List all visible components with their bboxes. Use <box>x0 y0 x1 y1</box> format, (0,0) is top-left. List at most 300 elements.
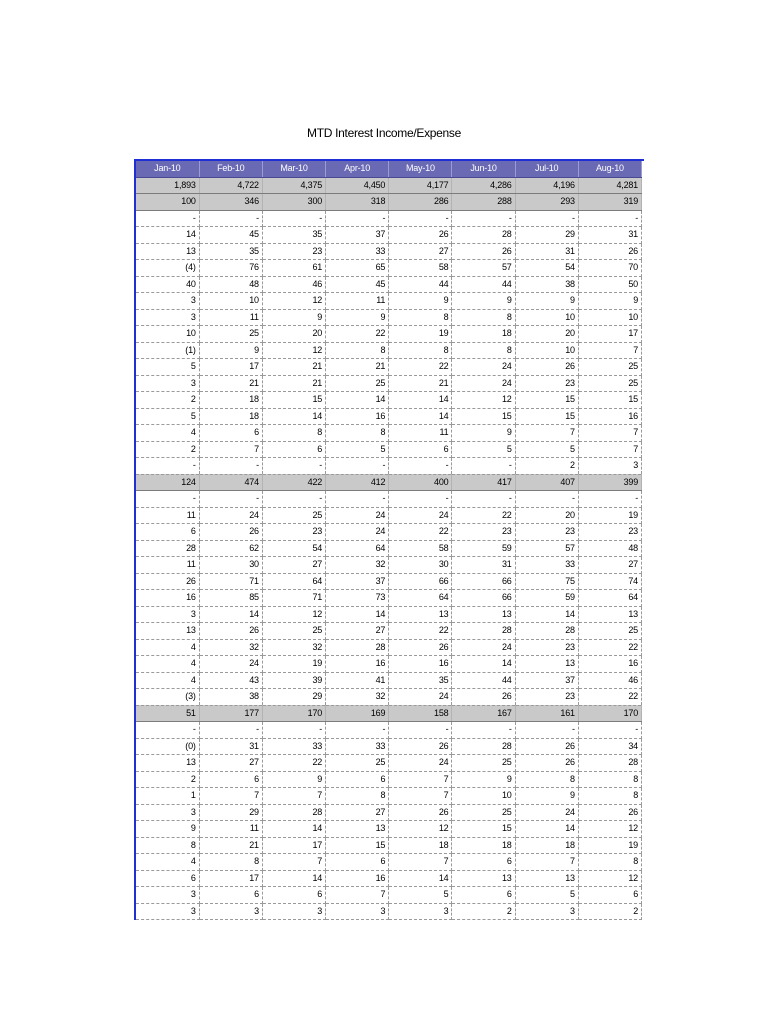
table-cell[interactable]: 26 <box>389 804 452 821</box>
table-cell[interactable]: 44 <box>452 672 515 689</box>
table-cell[interactable]: 300 <box>262 194 325 211</box>
table-cell[interactable]: - <box>515 722 578 739</box>
table-cell[interactable]: - <box>136 491 199 508</box>
table-cell[interactable]: 16 <box>136 590 199 607</box>
table-cell[interactable]: 31 <box>578 227 641 244</box>
table-cell[interactable]: (4) <box>136 260 199 277</box>
table-cell[interactable]: 24 <box>389 755 452 772</box>
table-cell[interactable]: 18 <box>452 326 515 343</box>
table-cell[interactable]: 5 <box>389 887 452 904</box>
table-cell[interactable]: 9 <box>199 342 262 359</box>
table-cell[interactable]: 32 <box>326 557 389 574</box>
table-cell[interactable]: 32 <box>199 639 262 656</box>
table-cell[interactable]: 286 <box>389 194 452 211</box>
table-cell[interactable]: 13 <box>515 870 578 887</box>
table-cell[interactable]: 9 <box>452 293 515 310</box>
table-cell[interactable]: 33 <box>326 738 389 755</box>
table-cell[interactable]: 6 <box>136 524 199 541</box>
table-cell[interactable]: 23 <box>515 639 578 656</box>
table-cell[interactable]: 7 <box>262 854 325 871</box>
table-cell[interactable]: 9 <box>389 293 452 310</box>
table-cell[interactable]: 66 <box>452 573 515 590</box>
table-cell[interactable]: 58 <box>389 260 452 277</box>
table-cell[interactable]: 45 <box>199 227 262 244</box>
month-header[interactable]: Aug-10 <box>578 161 641 177</box>
table-cell[interactable]: - <box>326 491 389 508</box>
table-cell[interactable]: 44 <box>389 276 452 293</box>
table-cell[interactable]: 16 <box>389 656 452 673</box>
table-cell[interactable]: 25 <box>452 804 515 821</box>
table-cell[interactable]: 12 <box>262 606 325 623</box>
table-cell[interactable]: - <box>136 722 199 739</box>
table-cell[interactable]: 26 <box>578 804 641 821</box>
table-cell[interactable]: 5 <box>515 887 578 904</box>
table-cell[interactable]: 8 <box>326 425 389 442</box>
table-cell[interactable]: 26 <box>452 689 515 706</box>
table-cell[interactable]: 73 <box>326 590 389 607</box>
table-cell[interactable]: 8 <box>578 854 641 871</box>
table-cell[interactable]: 11 <box>199 309 262 326</box>
table-cell[interactable]: 28 <box>578 755 641 772</box>
table-cell[interactable]: 5 <box>452 441 515 458</box>
table-cell[interactable]: 10 <box>199 293 262 310</box>
table-cell[interactable]: 21 <box>199 375 262 392</box>
table-cell[interactable]: 6 <box>326 771 389 788</box>
table-cell[interactable]: 37 <box>515 672 578 689</box>
table-cell[interactable]: 400 <box>389 474 452 491</box>
table-cell[interactable]: 4,177 <box>389 177 452 194</box>
table-cell[interactable]: - <box>389 210 452 227</box>
table-cell[interactable]: 7 <box>515 425 578 442</box>
table-cell[interactable]: 13 <box>136 623 199 640</box>
table-cell[interactable]: 14 <box>262 821 325 838</box>
table-cell[interactable]: 50 <box>578 276 641 293</box>
table-cell[interactable]: 3 <box>136 804 199 821</box>
table-cell[interactable]: (1) <box>136 342 199 359</box>
table-cell[interactable]: 8 <box>452 342 515 359</box>
table-cell[interactable]: 26 <box>199 623 262 640</box>
table-cell[interactable]: 13 <box>136 243 199 260</box>
table-cell[interactable]: 41 <box>326 672 389 689</box>
table-cell[interactable]: 13 <box>136 755 199 772</box>
table-cell[interactable]: 12 <box>578 821 641 838</box>
table-cell[interactable]: 23 <box>452 524 515 541</box>
table-cell[interactable]: 9 <box>452 425 515 442</box>
table-cell[interactable]: 11 <box>199 821 262 838</box>
table-cell[interactable]: 8 <box>199 854 262 871</box>
table-cell[interactable]: 6 <box>262 441 325 458</box>
month-header[interactable]: Mar-10 <box>262 161 325 177</box>
table-cell[interactable]: 7 <box>326 887 389 904</box>
table-cell[interactable]: 26 <box>515 755 578 772</box>
table-cell[interactable]: 3 <box>389 903 452 920</box>
table-cell[interactable]: - <box>452 491 515 508</box>
table-cell[interactable]: 13 <box>452 606 515 623</box>
table-cell[interactable]: 167 <box>452 705 515 722</box>
table-cell[interactable]: 5 <box>136 359 199 376</box>
table-cell[interactable]: 4 <box>136 672 199 689</box>
table-cell[interactable]: 27 <box>326 804 389 821</box>
table-cell[interactable]: 7 <box>578 425 641 442</box>
table-cell[interactable]: 9 <box>578 293 641 310</box>
table-cell[interactable]: 29 <box>515 227 578 244</box>
table-cell[interactable]: 28 <box>452 623 515 640</box>
table-cell[interactable]: 6 <box>262 887 325 904</box>
table-cell[interactable]: 9 <box>452 771 515 788</box>
table-cell[interactable]: 13 <box>452 870 515 887</box>
table-cell[interactable]: 9 <box>515 293 578 310</box>
table-cell[interactable]: 7 <box>515 854 578 871</box>
table-cell[interactable]: 318 <box>326 194 389 211</box>
table-cell[interactable]: 23 <box>515 375 578 392</box>
table-cell[interactable]: 161 <box>515 705 578 722</box>
table-cell[interactable]: 26 <box>136 573 199 590</box>
table-cell[interactable]: 26 <box>452 243 515 260</box>
table-cell[interactable]: 22 <box>389 359 452 376</box>
table-cell[interactable]: 26 <box>515 738 578 755</box>
table-cell[interactable]: 64 <box>262 573 325 590</box>
table-cell[interactable]: 3 <box>199 903 262 920</box>
table-cell[interactable]: 22 <box>578 689 641 706</box>
table-cell[interactable]: 4,196 <box>515 177 578 194</box>
table-cell[interactable]: - <box>389 722 452 739</box>
table-cell[interactable]: 14 <box>389 408 452 425</box>
table-cell[interactable]: 1 <box>136 788 199 805</box>
table-cell[interactable]: 31 <box>199 738 262 755</box>
table-cell[interactable]: 4,450 <box>326 177 389 194</box>
table-cell[interactable]: 100 <box>136 194 199 211</box>
table-cell[interactable]: - <box>578 491 641 508</box>
table-cell[interactable]: 16 <box>326 870 389 887</box>
table-cell[interactable]: 25 <box>452 755 515 772</box>
table-cell[interactable]: 64 <box>389 590 452 607</box>
table-cell[interactable]: 28 <box>452 227 515 244</box>
table-cell[interactable]: 13 <box>326 821 389 838</box>
table-cell[interactable]: - <box>199 210 262 227</box>
table-cell[interactable]: 17 <box>578 326 641 343</box>
table-cell[interactable]: 71 <box>199 573 262 590</box>
table-cell[interactable]: 20 <box>515 326 578 343</box>
month-header[interactable]: Jun-10 <box>452 161 515 177</box>
table-cell[interactable]: 64 <box>326 540 389 557</box>
table-cell[interactable]: 9 <box>515 788 578 805</box>
table-cell[interactable]: 33 <box>515 557 578 574</box>
table-cell[interactable]: 14 <box>452 656 515 673</box>
table-cell[interactable]: 2 <box>136 441 199 458</box>
table-cell[interactable]: 170 <box>262 705 325 722</box>
table-cell[interactable]: 22 <box>452 507 515 524</box>
table-cell[interactable]: 74 <box>578 573 641 590</box>
table-cell[interactable]: 70 <box>578 260 641 277</box>
table-cell[interactable]: - <box>389 458 452 475</box>
table-cell[interactable]: 25 <box>262 623 325 640</box>
table-cell[interactable]: 3 <box>136 606 199 623</box>
table-cell[interactable]: 9 <box>262 771 325 788</box>
table-cell[interactable]: - <box>262 210 325 227</box>
table-cell[interactable]: 8 <box>515 771 578 788</box>
table-cell[interactable]: 37 <box>326 573 389 590</box>
table-cell[interactable]: 1,893 <box>136 177 199 194</box>
table-cell[interactable]: 22 <box>389 623 452 640</box>
table-cell[interactable]: 25 <box>326 755 389 772</box>
table-cell[interactable]: 5 <box>136 408 199 425</box>
table-cell[interactable]: 45 <box>326 276 389 293</box>
table-cell[interactable]: 23 <box>515 524 578 541</box>
table-cell[interactable]: 48 <box>578 540 641 557</box>
table-cell[interactable]: 26 <box>389 738 452 755</box>
table-cell[interactable]: 25 <box>578 375 641 392</box>
table-cell[interactable]: 21 <box>262 375 325 392</box>
table-cell[interactable]: - <box>326 722 389 739</box>
table-cell[interactable]: - <box>452 722 515 739</box>
table-cell[interactable]: 59 <box>515 590 578 607</box>
table-cell[interactable]: 6 <box>452 854 515 871</box>
table-cell[interactable]: 66 <box>389 573 452 590</box>
table-cell[interactable]: 15 <box>262 392 325 409</box>
table-cell[interactable]: 24 <box>199 507 262 524</box>
table-cell[interactable]: 14 <box>199 606 262 623</box>
table-cell[interactable]: 346 <box>199 194 262 211</box>
table-cell[interactable]: 27 <box>326 623 389 640</box>
table-cell[interactable]: 12 <box>262 293 325 310</box>
table-cell[interactable]: 3 <box>515 903 578 920</box>
table-cell[interactable]: 8 <box>262 425 325 442</box>
table-cell[interactable]: 75 <box>515 573 578 590</box>
table-cell[interactable]: 64 <box>578 590 641 607</box>
table-cell[interactable]: 9 <box>326 309 389 326</box>
table-cell[interactable]: 62 <box>199 540 262 557</box>
table-cell[interactable]: 24 <box>452 639 515 656</box>
table-cell[interactable]: 3 <box>136 293 199 310</box>
table-cell[interactable]: 24 <box>326 524 389 541</box>
table-cell[interactable]: 422 <box>262 474 325 491</box>
table-cell[interactable]: 19 <box>389 326 452 343</box>
table-cell[interactable]: 2 <box>578 903 641 920</box>
table-cell[interactable]: 28 <box>452 738 515 755</box>
table-cell[interactable]: (3) <box>136 689 199 706</box>
table-cell[interactable]: 6 <box>199 887 262 904</box>
table-cell[interactable]: 11 <box>326 293 389 310</box>
table-cell[interactable]: 20 <box>262 326 325 343</box>
table-cell[interactable]: 71 <box>262 590 325 607</box>
table-cell[interactable]: 14 <box>262 870 325 887</box>
table-cell[interactable]: 44 <box>452 276 515 293</box>
table-cell[interactable]: 27 <box>389 243 452 260</box>
table-cell[interactable]: 31 <box>515 243 578 260</box>
table-cell[interactable]: 51 <box>136 705 199 722</box>
table-cell[interactable]: 18 <box>199 408 262 425</box>
table-cell[interactable]: 10 <box>515 309 578 326</box>
table-cell[interactable]: 32 <box>326 689 389 706</box>
table-cell[interactable]: 11 <box>136 557 199 574</box>
table-cell[interactable]: 14 <box>515 821 578 838</box>
table-cell[interactable]: 3 <box>326 903 389 920</box>
table-cell[interactable]: 24 <box>515 804 578 821</box>
table-cell[interactable]: 12 <box>389 821 452 838</box>
table-cell[interactable]: 17 <box>199 870 262 887</box>
table-cell[interactable]: 34 <box>578 738 641 755</box>
table-cell[interactable]: 2 <box>515 458 578 475</box>
table-cell[interactable]: 18 <box>515 837 578 854</box>
table-cell[interactable]: 25 <box>578 359 641 376</box>
table-cell[interactable]: 15 <box>452 408 515 425</box>
table-cell[interactable]: 43 <box>199 672 262 689</box>
table-cell[interactable]: 23 <box>515 689 578 706</box>
table-cell[interactable]: - <box>578 210 641 227</box>
table-cell[interactable]: 6 <box>199 771 262 788</box>
table-cell[interactable]: - <box>389 491 452 508</box>
table-cell[interactable]: 14 <box>136 227 199 244</box>
table-cell[interactable]: 11 <box>389 425 452 442</box>
table-cell[interactable]: 38 <box>199 689 262 706</box>
table-cell[interactable]: 21 <box>199 837 262 854</box>
table-cell[interactable]: 16 <box>326 408 389 425</box>
table-cell[interactable]: 38 <box>515 276 578 293</box>
table-cell[interactable]: 288 <box>452 194 515 211</box>
table-cell[interactable]: 12 <box>578 870 641 887</box>
table-cell[interactable]: 4,286 <box>452 177 515 194</box>
table-cell[interactable]: 21 <box>326 359 389 376</box>
table-cell[interactable]: 2 <box>136 392 199 409</box>
table-cell[interactable]: 35 <box>262 227 325 244</box>
table-cell[interactable]: 9 <box>136 821 199 838</box>
table-cell[interactable]: 8 <box>389 342 452 359</box>
table-cell[interactable]: 13 <box>389 606 452 623</box>
table-cell[interactable]: 25 <box>326 375 389 392</box>
table-cell[interactable]: 5 <box>515 441 578 458</box>
table-cell[interactable]: 26 <box>199 524 262 541</box>
table-cell[interactable]: - <box>199 722 262 739</box>
table-cell[interactable]: - <box>199 491 262 508</box>
table-cell[interactable]: 35 <box>389 672 452 689</box>
table-cell[interactable]: 7 <box>578 441 641 458</box>
table-cell[interactable]: 417 <box>452 474 515 491</box>
table-cell[interactable]: - <box>199 458 262 475</box>
table-cell[interactable]: 169 <box>326 705 389 722</box>
table-cell[interactable]: 29 <box>199 804 262 821</box>
table-cell[interactable]: 170 <box>578 705 641 722</box>
table-cell[interactable]: 48 <box>199 276 262 293</box>
table-cell[interactable]: 66 <box>452 590 515 607</box>
table-cell[interactable]: 29 <box>262 689 325 706</box>
table-cell[interactable]: 24 <box>452 359 515 376</box>
table-cell[interactable]: 5 <box>326 441 389 458</box>
table-cell[interactable]: 24 <box>199 656 262 673</box>
table-cell[interactable]: 58 <box>389 540 452 557</box>
table-cell[interactable]: 2 <box>136 771 199 788</box>
table-cell[interactable]: 16 <box>326 656 389 673</box>
table-cell[interactable]: 14 <box>326 392 389 409</box>
table-cell[interactable]: 25 <box>262 507 325 524</box>
table-cell[interactable]: 19 <box>262 656 325 673</box>
table-cell[interactable]: 412 <box>326 474 389 491</box>
table-cell[interactable]: 8 <box>389 309 452 326</box>
table-cell[interactable]: 6 <box>326 854 389 871</box>
table-cell[interactable]: 7 <box>262 788 325 805</box>
table-cell[interactable]: - <box>578 722 641 739</box>
table-cell[interactable]: 18 <box>199 392 262 409</box>
table-cell[interactable]: 46 <box>578 672 641 689</box>
table-cell[interactable]: 7 <box>389 771 452 788</box>
table-cell[interactable]: 7 <box>389 788 452 805</box>
table-cell[interactable]: 6 <box>452 887 515 904</box>
table-cell[interactable]: 4,281 <box>578 177 641 194</box>
table-cell[interactable]: 14 <box>262 408 325 425</box>
table-cell[interactable]: 33 <box>326 243 389 260</box>
table-cell[interactable]: 4 <box>136 425 199 442</box>
table-cell[interactable]: (0) <box>136 738 199 755</box>
table-cell[interactable]: 15 <box>515 392 578 409</box>
table-cell[interactable]: 3 <box>136 309 199 326</box>
table-cell[interactable]: - <box>515 210 578 227</box>
table-cell[interactable]: 32 <box>262 639 325 656</box>
table-cell[interactable]: 9 <box>262 309 325 326</box>
table-cell[interactable]: - <box>262 458 325 475</box>
table-cell[interactable]: 54 <box>262 540 325 557</box>
table-cell[interactable]: 407 <box>515 474 578 491</box>
table-cell[interactable]: 23 <box>262 243 325 260</box>
table-cell[interactable]: 22 <box>578 639 641 656</box>
table-cell[interactable]: 16 <box>578 656 641 673</box>
table-cell[interactable]: - <box>262 491 325 508</box>
table-cell[interactable]: 8 <box>326 788 389 805</box>
table-cell[interactable]: 15 <box>452 821 515 838</box>
table-cell[interactable]: 37 <box>326 227 389 244</box>
table-cell[interactable]: - <box>326 210 389 227</box>
table-cell[interactable]: 13 <box>578 606 641 623</box>
table-cell[interactable]: 14 <box>389 870 452 887</box>
table-cell[interactable]: 23 <box>262 524 325 541</box>
table-cell[interactable]: 20 <box>515 507 578 524</box>
table-cell[interactable]: 7 <box>199 788 262 805</box>
table-cell[interactable]: 4,722 <box>199 177 262 194</box>
table-cell[interactable]: 27 <box>262 557 325 574</box>
table-cell[interactable]: 10 <box>136 326 199 343</box>
table-cell[interactable]: - <box>136 458 199 475</box>
table-cell[interactable]: 6 <box>389 441 452 458</box>
table-cell[interactable]: 15 <box>515 408 578 425</box>
table-cell[interactable]: 399 <box>578 474 641 491</box>
table-cell[interactable]: 12 <box>452 392 515 409</box>
table-cell[interactable]: 23 <box>578 524 641 541</box>
table-cell[interactable]: 24 <box>389 689 452 706</box>
table-cell[interactable]: 13 <box>515 656 578 673</box>
table-cell[interactable]: 6 <box>136 870 199 887</box>
table-cell[interactable]: 26 <box>389 227 452 244</box>
table-cell[interactable]: 124 <box>136 474 199 491</box>
table-cell[interactable]: - <box>452 210 515 227</box>
table-cell[interactable]: 16 <box>578 408 641 425</box>
table-cell[interactable]: 54 <box>515 260 578 277</box>
table-cell[interactable]: 26 <box>515 359 578 376</box>
table-cell[interactable]: 7 <box>389 854 452 871</box>
table-cell[interactable]: 293 <box>515 194 578 211</box>
table-cell[interactable]: 17 <box>199 359 262 376</box>
table-cell[interactable]: 4 <box>136 656 199 673</box>
table-cell[interactable]: 15 <box>326 837 389 854</box>
table-cell[interactable]: 7 <box>578 342 641 359</box>
table-cell[interactable]: 8 <box>578 771 641 788</box>
table-cell[interactable]: 12 <box>262 342 325 359</box>
table-cell[interactable]: - <box>262 722 325 739</box>
table-cell[interactable]: 15 <box>578 392 641 409</box>
month-header[interactable]: Feb-10 <box>199 161 262 177</box>
table-cell[interactable]: 57 <box>452 260 515 277</box>
table-cell[interactable]: 65 <box>326 260 389 277</box>
table-cell[interactable]: 14 <box>326 606 389 623</box>
table-cell[interactable]: - <box>326 458 389 475</box>
table-cell[interactable]: 158 <box>389 705 452 722</box>
